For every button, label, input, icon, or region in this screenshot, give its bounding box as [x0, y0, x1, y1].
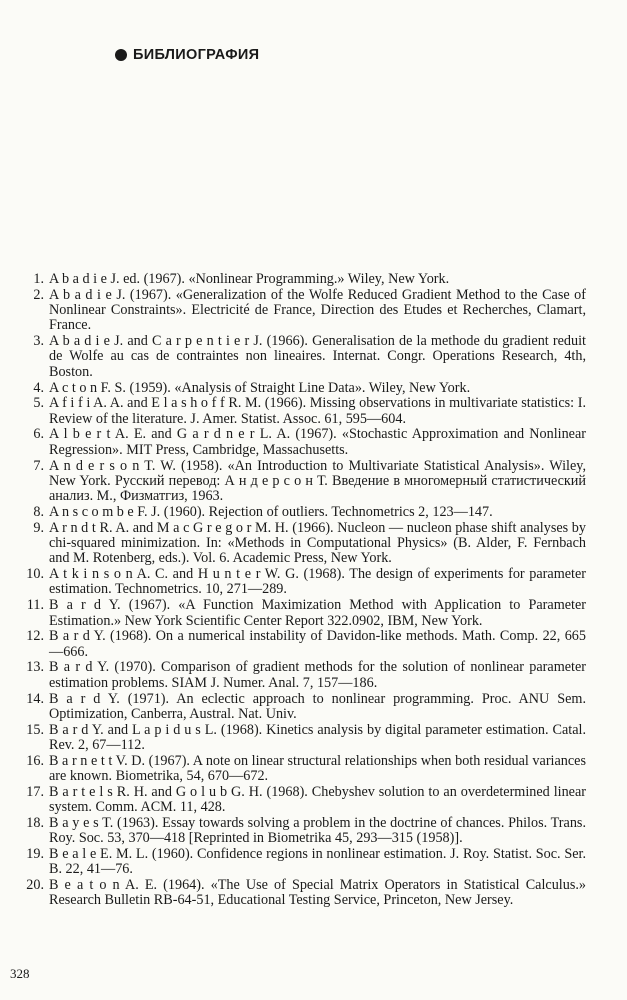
reference-item	[20, 847, 586, 878]
reference-item	[20, 459, 586, 505]
reference-text: A l b e r t A. E. and G a r d n e r L. A. (1967). «Stochastic Approximation and Nonlinear Regression». MIT Press, Cambridge, Massachusetts.	[49, 426, 586, 458]
reference-text: B a r n e t t V. D. (1967). A note on linear structural relationships when both residual variances are known. Biometrika, 54, 670—672.	[49, 752, 586, 784]
reference-text: A n s c o m b e F. J. (1960). Rejection of outliers. Technometrics 2, 123—147.	[49, 503, 493, 520]
reference-number: 6.	[33, 426, 44, 443]
reference-text: A r n d t R. A. and M a c G r e g o r M. H. (1966). Nucleon — nucleon phase shift analyses by chi-squared minimization. In: «Methods in Computational Physics» (B. Alder, F. Fernbach and M. Rotenberg, eds.). Vol. 6. Academic Press, New York.	[49, 519, 586, 567]
reference-text: B a r d Y. (1971). An eclectic approach to nonlinear programming. Proc. ANU Sem. Optimization, Canberra, Austral. Nat. Univ.	[49, 690, 586, 722]
reference-text: A c t o n F. S. (1959). «Analysis of Straight Line Data». Wiley, New York.	[49, 379, 471, 396]
reference-item	[20, 754, 586, 785]
reference-number: 4.	[33, 379, 44, 396]
reference-text: A t k i n s o n A. C. and H u n t e r W. G. (1968). The design of experiments for parameter estimation. Technometrics. 10, 271—289.	[49, 566, 586, 598]
reference-text: A b a d i e J. and C a r p e n t i e r J. (1966). Generalisation de la methode du gradient reduit de Wolfe au cas de contraintes non lineaires. Internat. Congr. Operations Research, 4th, Boston.	[49, 333, 586, 380]
reference-text: B a r d Y. (1968). On a numerical instability of Davidon-like methods. Math. Comp. 22, 665—666.	[49, 628, 586, 660]
reference-item	[20, 660, 586, 691]
reference-text: B a r d Y. (1967). «A Function Maximization Method with Application to Parameter Estimation.» New York Scientific Center Report 322.0902, IBM, New York.	[49, 597, 586, 629]
reference-text: B a r d Y. (1970). Comparison of gradient methods for the solution of nonlinear parameter estimation problems. SIAM J. Numer. Anal. 7, 157—186.	[49, 659, 586, 691]
reference-text: B a r d Y. and L a p i d u s L. (1968). Kinetics analysis by digital parameter estimation. Catal. Rev. 2, 67—112.	[49, 721, 586, 753]
reference-item	[20, 427, 586, 458]
reference-item	[20, 629, 586, 660]
reference-number: 14.	[26, 690, 44, 707]
section-heading	[115, 47, 259, 63]
reference-item	[20, 381, 586, 396]
reference-item	[20, 785, 586, 816]
reference-number: 2.	[33, 286, 44, 303]
reference-text: A b a d i e J. (1967). «Generalization of the Wolfe Reduced Gradient Method to the Case of Nonlinear Constraints». Electricité de France, Direction des Etudes et Recherches, Clamart, France.	[49, 286, 586, 334]
reference-item	[20, 396, 586, 427]
reference-number: 16.	[26, 752, 44, 769]
reference-item	[20, 816, 586, 847]
reference-number: 15.	[26, 721, 44, 738]
bullet-icon	[115, 49, 127, 61]
reference-list	[20, 272, 586, 909]
page-number: 328	[10, 966, 30, 981]
reference-text: A n d e r s o n T. W. (1958). «An Introduction to Multivariate Statistical Analysis». Wiley, New York. Русский перевод: А н д е р с о н Т. Введение в многомерный статистический анализ. М., Физматгиз, 1963.	[49, 457, 586, 505]
reference-number: 19.	[26, 845, 44, 862]
reference-number: 12.	[26, 628, 44, 645]
reference-text: A f i f i A. A. and E l a s h o f f R. M. (1966). Missing observations in multivariate statistics: I. Review of the literature. J. Amer. Statist. Assoc. 61, 595—604.	[49, 395, 586, 427]
reference-number: 7.	[33, 457, 44, 474]
reference-number: 13.	[26, 659, 44, 676]
reference-item	[20, 521, 586, 567]
reference-item	[20, 878, 586, 909]
reference-number: 9.	[33, 519, 44, 536]
reference-number: 10.	[26, 566, 44, 583]
reference-number: 3.	[33, 333, 44, 350]
reference-number: 17.	[26, 783, 44, 800]
reference-text: B e a t o n A. E. (1964). «The Use of Special Matrix Operators in Statistical Calculus.» Research Bulletin RB-64-51, Educational Testing Service, Princeton, New Jersey.	[49, 877, 586, 909]
reference-number: 11.	[26, 597, 44, 614]
reference-item	[20, 288, 586, 334]
reference-number: 5.	[33, 395, 44, 412]
reference-item	[20, 334, 586, 380]
reference-number: 1.	[33, 271, 44, 287]
reference-item	[20, 505, 586, 520]
reference-number: 18.	[26, 814, 44, 831]
reference-text: B a y e s T. (1963). Essay towards solving a problem in the doctrine of chances. Philos. Trans. Roy. Soc. 53, 370—418 [Reprinted in Biometrika 45, 293—315 (1958)].	[49, 814, 586, 847]
reference-item	[20, 598, 586, 629]
heading-text: БИБЛИОГРАФИЯ	[133, 47, 260, 63]
reference-item	[20, 723, 586, 754]
reference-number: 8.	[33, 503, 44, 520]
reference-text: A b a d i e J. ed. (1967). «Nonlinear Programming.» Wiley, New York.	[49, 271, 450, 287]
reference-text: B e a l e E. M. L. (1960). Confidence regions in nonlinear estimation. J. Roy. Statist. Soc. Ser. B. 22, 41—76.	[49, 845, 586, 878]
reference-item	[20, 692, 586, 723]
reference-number: 20.	[26, 877, 44, 894]
reference-item	[20, 567, 586, 598]
reference-text: B a r t e l s R. H. and G o l u b G. H. (1968). Chebyshev solution to an overdetermined linear system. Comm. ACM. 11, 428.	[49, 783, 586, 816]
reference-item	[20, 272, 586, 287]
